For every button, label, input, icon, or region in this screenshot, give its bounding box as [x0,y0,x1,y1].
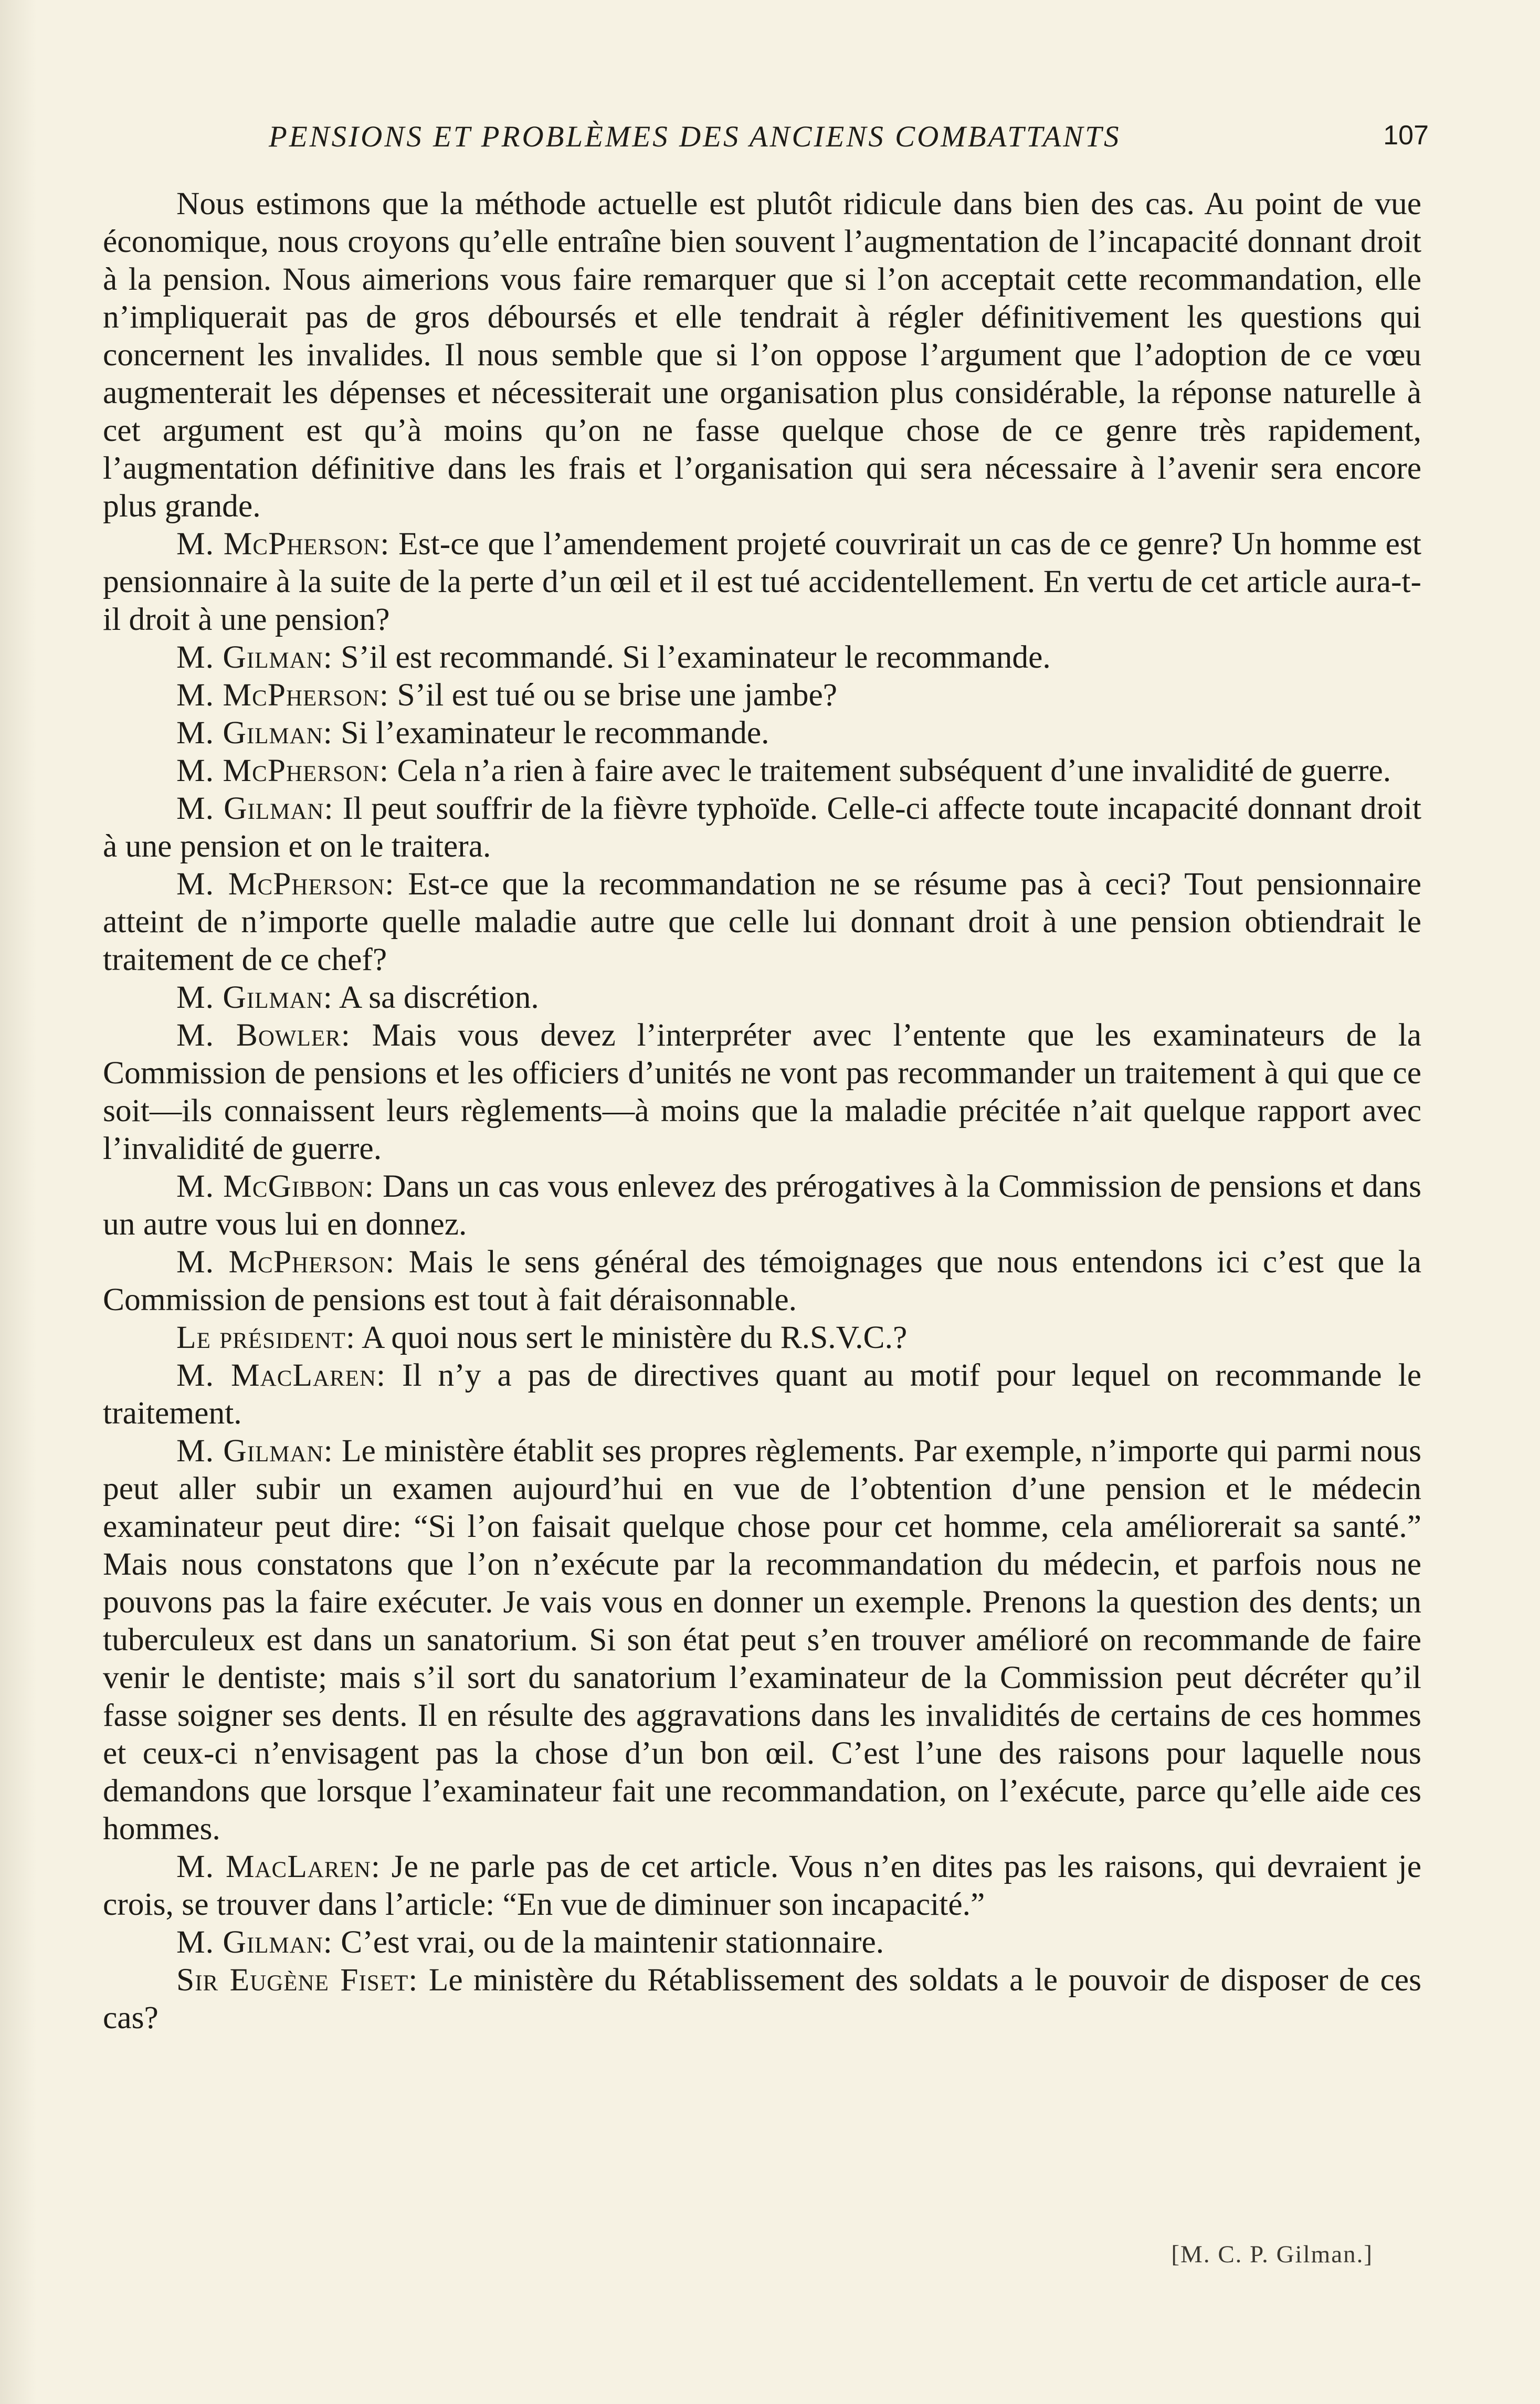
speaker-name: M. MacLaren: [176,1849,381,1884]
paragraph-text: Je ne parle pas de cet article. Vous n’en dites pas les raisons, qui devraient je crois, se trouver dans l’article: “En vue de diminuer son incapacité.” [103,1849,1421,1922]
paragraph [103,1356,1421,1432]
body-text [103,185,1421,2037]
paragraph [103,1243,1421,1319]
speaker-name: M. Gilman: [176,979,333,1015]
paragraph [103,789,1421,865]
speaker-name: M. McGibbon: [176,1168,374,1204]
speaker-name: M. Gilman: [176,715,333,751]
paragraph [103,1848,1421,1923]
speaker-name: M. McPherson: [176,866,395,902]
paragraph [103,978,1421,1016]
speaker-name: M. McPherson: [176,677,389,713]
speaker-name: M. McPherson: [176,526,390,562]
paragraph-text: Mais vous devez l’interpréter avec l’entente que les examinateurs de la Commission de pensions et les officiers d’unités ne vont pas recommander un traitement à qui que ce soit—ils connaissent leurs règlements—à moins que la maladie précitée n’ait quelque rapport avec l’invalidité de guerre. [103,1017,1421,1166]
paragraph-text: Il n’y a pas de directives quant au motif pour lequel on recommande le traitement. [103,1357,1422,1431]
paragraph [103,676,1421,714]
paragraph [103,1016,1421,1167]
paragraph [103,1167,1421,1243]
speaker-name: Le président: [176,1320,356,1355]
paragraph [103,1961,1421,2037]
paragraph [103,1319,1421,1356]
speaker-name: M. Gilman: [176,790,334,826]
speaker-name: M. Gilman: [176,1924,333,1960]
paragraph-text: A sa discrétion. [339,979,539,1015]
paragraph [103,865,1421,978]
running-title: PENSIONS ET PROBLÈMES DES ANCIENS COMBATTANTS [269,120,1121,153]
paragraph-text: S’il est tué ou se brise une jambe? [397,677,838,713]
paragraph-text: A quoi nous sert le ministère du R.S.V.C.? [362,1320,908,1355]
speaker-name: M. McPherson: [176,1244,395,1280]
paragraph [103,638,1421,676]
paragraph [103,714,1421,752]
speaker-name: M. Gilman: [176,1433,333,1469]
speaker-name: M. Bowler: [176,1017,351,1053]
paragraph-text: Il peut souffrir de la fièvre typhoïde. Celle-ci affecte toute incapacité donnant droit à une pension et on le traitera. [103,790,1422,864]
paragraph-text: Le ministère établit ses propres règlements. Par exemple, n’importe qui parmi nous peut aller subir un examen aujourd’hui en vue de l’obtention d’une pension et le médecin examinateur peut dire: “Si l’on faisait quelque chose pour cet homme, cela améliorerait sa santé.” Mais nous constatons que l’on n’exécute par la recommandation du médecin, et parfois nous ne pouvons pas la faire exécuter. Je vais vous en donner un exemple. Prenons la question des dents; un tuberculeux est dans un sanatorium. Si son état peut s’en trouver amélioré on recommande de faire venir le dentiste; mais s’il sort du sanatorium l’examinateur de la Commission peut décréter qu’il fasse soigner ses dents. Il en résulte des aggravations dans les invalidités de certains de ces hommes et ceux-ci n’envisagent pas la chose d’un bon œil. C’est l’une des raisons pour laquelle nous demandons que lorsque l’examinateur fait une recommandation, on l’exécute, parce qu’elle aide ces hommes. [103,1433,1422,1847]
paragraph [103,525,1421,638]
speaker-name: Sir Eugène Fiset: [176,1962,418,1998]
paragraph-text: Le ministère du Rétablissement des soldats a le pouvoir de disposer de ces cas? [103,1962,1421,2036]
paragraph-text: Est-ce que la recommandation ne se résume pas à ceci? Tout pensionnaire atteint de n’importe quelle maladie autre que celle lui donnant droit à une pension obtiendrait le traitement de ce chef? [103,866,1422,977]
paragraph [103,1432,1421,1848]
speaker-name: M. MacLaren: [176,1357,386,1393]
speaker-name: M. Gilman: [176,639,333,675]
paragraph-text: Est-ce que l’amendement projeté couvrirait un cas de ce genre? Un homme est pensionnaire à la suite de la perte d’un œil et il est tué accidentellement. En vertu de cet article aura-t-il droit à une pension? [103,526,1422,637]
paragraph [103,185,1421,525]
paragraph [103,752,1421,789]
paragraph-text: Si l’examinateur le recommande. [341,715,769,751]
page-number: 107 [1383,120,1429,151]
speaker-footer-note: [M. C. P. Gilman.] [1171,2241,1373,2268]
paragraph-text: Dans un cas vous enlevez des prérogatives à la Commission de pensions et dans un autre vous lui en donnez. [103,1168,1422,1242]
paragraph [103,1923,1421,1961]
paragraph-text: Nous estimons que la méthode actuelle est plutôt ridicule dans bien des cas. Au point de vue économique, nous croyons qu’elle entraîne bien souvent l’augmentation de l’incapacité donnant droit à la pension. Nous aimerions vous faire remarquer que si l’on acceptait cette recommandation, elle n’impliquerait pas de gros déboursés et elle tendrait à régler définitivement les questions qui concernent les invalides. Il nous semble que si l’on oppose l’argument que l’adoption de ce vœu augmenterait les dépenses et nécessiterait une organisation plus considérable, la réponse naturelle à cet argument est qu’à moins qu’on ne fasse quelque chose de ce genre très rapidement, l’augmentation définitive dans les frais et l’organisation qui sera nécessaire à l’avenir sera encore plus grande. [103,186,1421,524]
paragraph-text: Mais le sens général des témoignages que nous entendons ici c’est que la Commission de pensions est tout à fait déraisonnable. [103,1244,1421,1317]
paragraph-text: C’est vrai, ou de la maintenir stationnaire. [341,1924,884,1960]
speaker-name: M. McPherson: [176,753,389,788]
paragraph-text: Cela n’a rien à faire avec le traitement subséquent d’une invalidité de guerre. [397,753,1391,788]
paragraph-text: S’il est recommandé. Si l’examinateur le recommande. [341,639,1051,675]
